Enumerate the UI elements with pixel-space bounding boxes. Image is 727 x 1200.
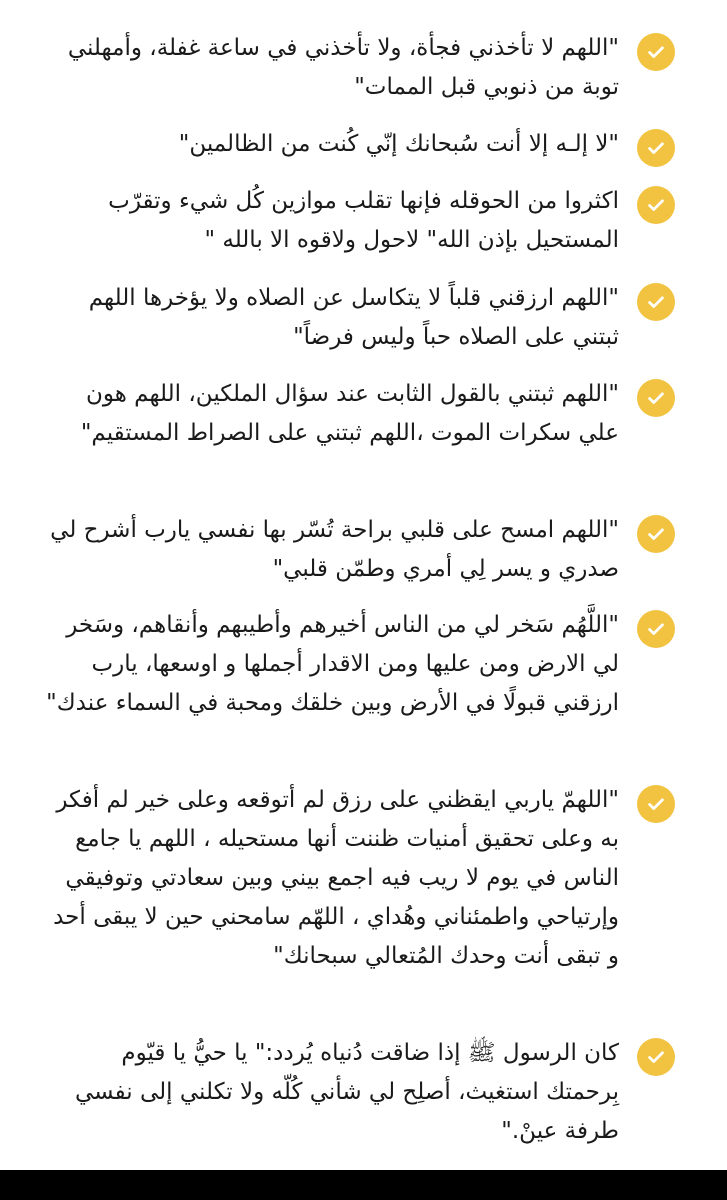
- check-circle-icon: [637, 33, 675, 71]
- list-item-text: "اللهم ارزقني قلباً لا يتكاسل عن الصلاه ولا يؤخرها اللهم ثبتني على الصلاه حباً وليس فرضاً": [88, 285, 619, 350]
- check-circle-icon: [637, 610, 675, 648]
- list-item-text: "اللهم لا تأخذني فجأة، ولا تأخذني في ساعة غفلة، وأمهلني توبة من ذنوبي قبل الممات": [67, 35, 619, 100]
- check-circle-icon: [637, 283, 675, 321]
- list-item-text: "لا إلـه إلا أنت سُبحانك إنّي كُنت من الظالمين": [178, 131, 619, 157]
- list-item-text: كان الرسول ﷺ إذا ضاقت دُنياه يُردد:" يا حيُّ يا قيّوم بِرحمتك استغيث، أصلِح لي شأني كُلّه ولا تكلني إلى نفسي طرفة عينْ.": [74, 1040, 619, 1144]
- check-circle-icon: [637, 515, 675, 553]
- check-circle-icon: [637, 1038, 675, 1076]
- list-item-text: "اللَّهُم سَخر لي من الناس أخيرهم وأطيبهم وأنقاهم، وسَخر لي الارض ومن عليها ومن الاقدار أجملها و اوسعها، يارب ارزقني قبولًا في الأرض وبين خلقك ومحبة في السماء عندك": [46, 612, 619, 716]
- list-item-text: "اللهم امسح على قلبي براحة تُسّر بها نفسي يارب أشرح لي صدري و يسر لِي أمري وطمّن قلبي": [50, 517, 619, 582]
- check-circle-icon: [637, 129, 675, 167]
- list-item-text: اكثروا من الحوقله فإنها تقلب موازين كُل شيء وتقرّب المستحيل بإذن الله" لاحول ولاقوه الا بالله ": [108, 188, 619, 253]
- list-item-text: "اللهمّ ياربي ايقظني على رزق لم أتوقعه وعلى خير لم أفكر به وعلى تحقيق أمنيات ظننت أنها مستحيله ، اللهم يا جامع الناس في يوم لا ريب فيه اجمع بيني وبين سعادتي وتوفيقي وإرتياحي واطمئناني وهُداي ، اللهّم سامحني حين لا يبقى أحد و تبقى أنت وحدك المُتعالي سبحانك": [53, 787, 619, 969]
- check-circle-icon: [637, 186, 675, 224]
- list-item-text: "اللهم ثبتني بالقول الثابت عند سؤال الملكين، اللهم هون علي سكرات الموت ،اللهم ثبتني على الصراط المستقيم": [80, 381, 619, 446]
- check-circle-icon: [637, 785, 675, 823]
- check-circle-icon: [637, 379, 675, 417]
- bottom-bar: [0, 1170, 727, 1200]
